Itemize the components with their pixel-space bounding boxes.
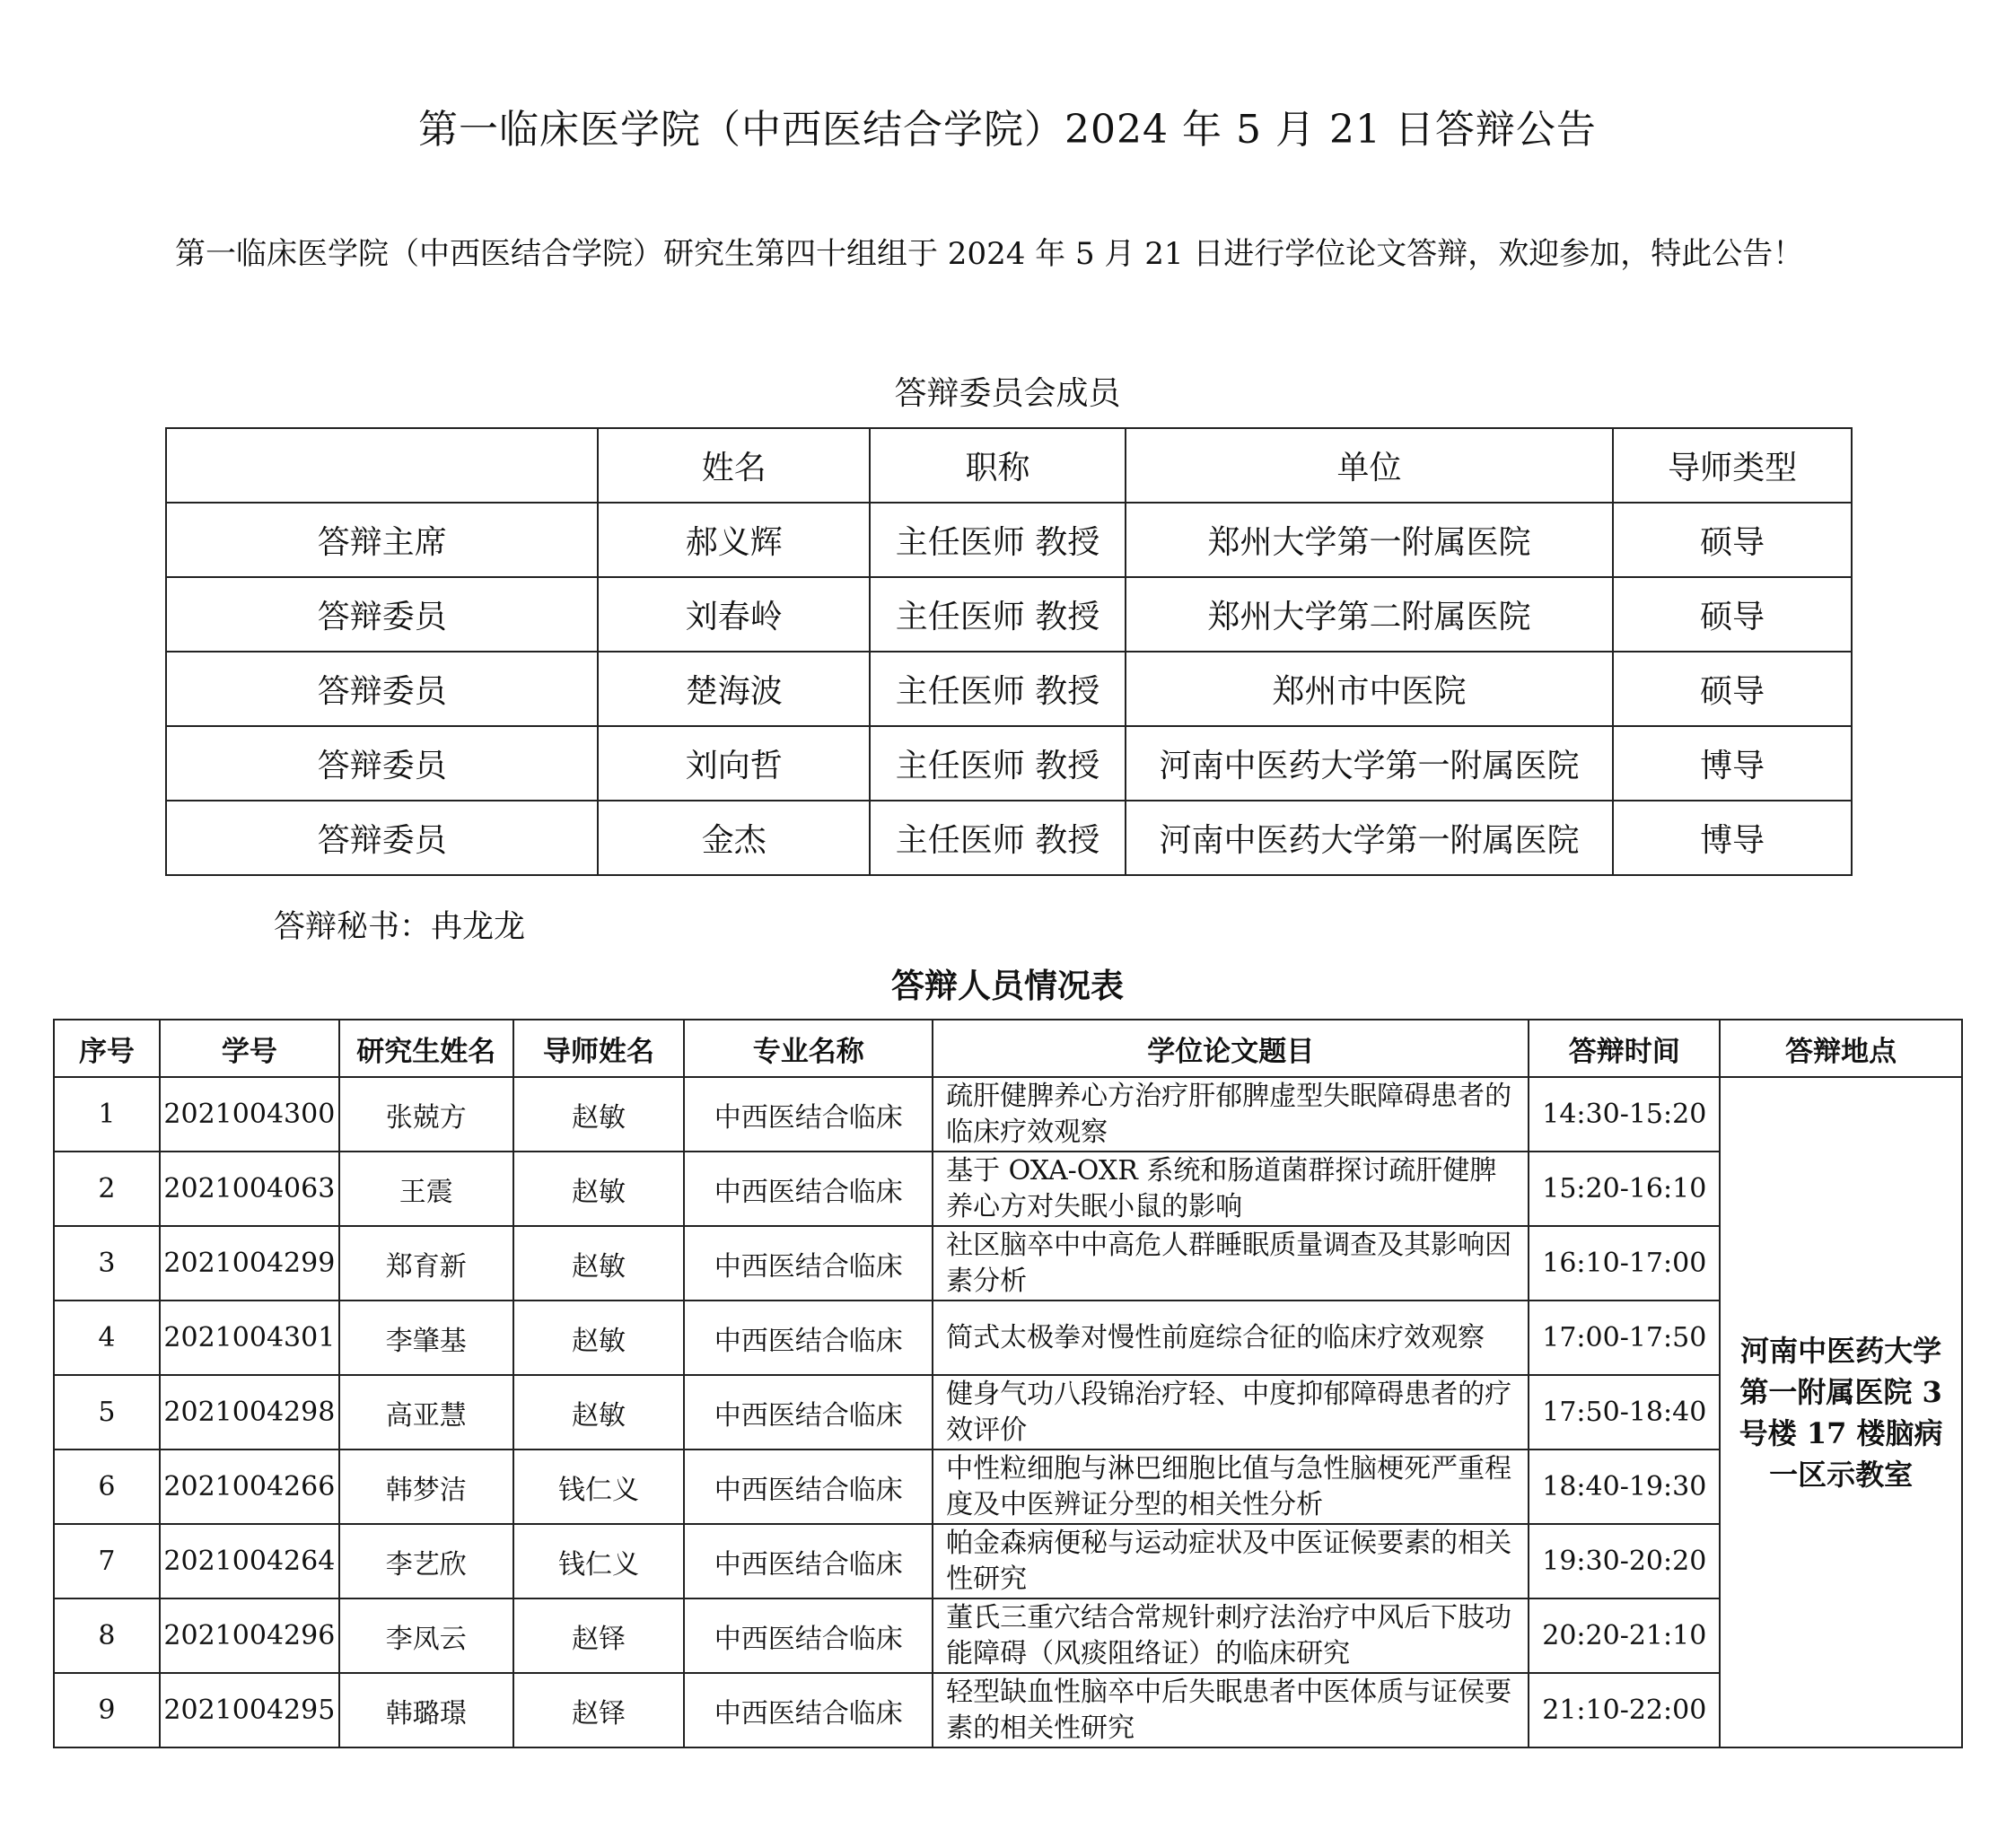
student-index: 8 bbox=[54, 1598, 160, 1673]
student-index: 1 bbox=[54, 1077, 160, 1152]
committee-unit: 郑州大学第二附属医院 bbox=[1126, 577, 1613, 652]
student-row bbox=[54, 1598, 1962, 1673]
committee-header-cell: 职称 bbox=[870, 428, 1126, 503]
advisor-name: 钱仁义 bbox=[513, 1449, 685, 1524]
committee-name: 刘春岭 bbox=[598, 577, 870, 652]
advisor-name: 赵铎 bbox=[513, 1673, 685, 1747]
student-row bbox=[54, 1226, 1962, 1301]
committee-advisor-type: 博导 bbox=[1613, 726, 1852, 801]
intro-paragraph: 第一临床医学院（中西医结合学院）研究生第四十组组于 2024 年 5 月 21 日进行学位论文答辩，欢迎参加，特此公告！ bbox=[175, 236, 1804, 272]
committee-header-cell: 导师类型 bbox=[1613, 428, 1852, 503]
defense-time: 21:10-22:00 bbox=[1529, 1673, 1720, 1747]
student-name: 李肇基 bbox=[339, 1301, 513, 1375]
student-row bbox=[54, 1524, 1962, 1598]
students-header-cell: 答辩时间 bbox=[1529, 1020, 1720, 1077]
committee-role: 答辩委员 bbox=[166, 652, 598, 726]
major-name: 中西医结合临床 bbox=[684, 1598, 933, 1673]
student-name: 王震 bbox=[339, 1152, 513, 1226]
defense-time: 19:30-20:20 bbox=[1529, 1524, 1720, 1598]
advisor-name: 赵敏 bbox=[513, 1375, 685, 1449]
advisor-name: 钱仁义 bbox=[513, 1524, 685, 1598]
student-id: 2021004298 bbox=[160, 1375, 339, 1449]
major-name: 中西医结合临床 bbox=[684, 1375, 933, 1449]
student-name: 郑育新 bbox=[339, 1226, 513, 1301]
student-index: 9 bbox=[54, 1673, 160, 1747]
student-id: 2021004299 bbox=[160, 1226, 339, 1301]
committee-advisor-type: 硕导 bbox=[1613, 652, 1852, 726]
student-id: 2021004301 bbox=[160, 1301, 339, 1375]
thesis-title: 社区脑卒中中高危人群睡眠质量调查及其影响因素分析 bbox=[933, 1226, 1529, 1301]
committee-role: 答辩主席 bbox=[166, 503, 598, 577]
committee-rank: 主任医师 教授 bbox=[870, 652, 1126, 726]
student-row bbox=[54, 1152, 1962, 1226]
thesis-title: 董氏三重穴结合常规针刺疗法治疗中风后下肢功能障碍（风痰阻络证）的临床研究 bbox=[933, 1598, 1529, 1673]
committee-unit: 郑州大学第一附属医院 bbox=[1126, 503, 1613, 577]
student-index: 6 bbox=[54, 1449, 160, 1524]
defense-venue: 河南中医药大学第一附属医院 3 号楼 17 楼脑病一区示教室 bbox=[1720, 1077, 1962, 1747]
advisor-name: 赵敏 bbox=[513, 1226, 685, 1301]
defense-time: 18:40-19:30 bbox=[1529, 1449, 1720, 1524]
students-header-cell: 学号 bbox=[160, 1020, 339, 1077]
student-index: 5 bbox=[54, 1375, 160, 1449]
committee-role: 答辩委员 bbox=[166, 726, 598, 801]
committee-advisor-type: 博导 bbox=[1613, 801, 1852, 875]
committee-rank: 主任医师 教授 bbox=[870, 801, 1126, 875]
secretary-line: 答辩秘书：冉龙龙 bbox=[274, 909, 526, 945]
students-header-row bbox=[54, 1020, 1962, 1077]
student-id: 2021004296 bbox=[160, 1598, 339, 1673]
committee-header-cell bbox=[166, 428, 598, 503]
committee-rank: 主任医师 教授 bbox=[870, 503, 1126, 577]
committee-table bbox=[165, 427, 1853, 876]
student-index: 3 bbox=[54, 1226, 160, 1301]
announcement-title: 第一临床医学院（中西医结合学院）2024 年 5 月 21 日答辩公告 bbox=[418, 107, 1597, 153]
committee-header-cell: 姓名 bbox=[598, 428, 870, 503]
students-table-title: 答辩人员情况表 bbox=[891, 966, 1124, 1005]
major-name: 中西医结合临床 bbox=[684, 1226, 933, 1301]
student-row bbox=[54, 1301, 1962, 1375]
committee-name: 楚海波 bbox=[598, 652, 870, 726]
committee-advisor-type: 硕导 bbox=[1613, 577, 1852, 652]
student-index: 4 bbox=[54, 1301, 160, 1375]
thesis-title: 帕金森病便秘与运动症状及中医证候要素的相关性研究 bbox=[933, 1524, 1529, 1598]
students-header-cell: 学位论文题目 bbox=[933, 1020, 1529, 1077]
committee-name: 郝义辉 bbox=[598, 503, 870, 577]
committee-row bbox=[166, 801, 1852, 875]
committee-unit: 河南中医药大学第一附属医院 bbox=[1126, 801, 1613, 875]
major-name: 中西医结合临床 bbox=[684, 1301, 933, 1375]
student-row bbox=[54, 1375, 1962, 1449]
committee-unit: 郑州市中医院 bbox=[1126, 652, 1613, 726]
student-id: 2021004266 bbox=[160, 1449, 339, 1524]
committee-name: 刘向哲 bbox=[598, 726, 870, 801]
thesis-title: 疏肝健脾养心方治疗肝郁脾虚型失眠障碍患者的临床疗效观察 bbox=[933, 1077, 1529, 1152]
student-row bbox=[54, 1449, 1962, 1524]
student-row bbox=[54, 1673, 1962, 1747]
committee-role: 答辩委员 bbox=[166, 577, 598, 652]
defense-time: 20:20-21:10 bbox=[1529, 1598, 1720, 1673]
committee-row bbox=[166, 726, 1852, 801]
student-id: 2021004300 bbox=[160, 1077, 339, 1152]
student-name: 李凤云 bbox=[339, 1598, 513, 1673]
thesis-title: 健身气功八段锦治疗轻、中度抑郁障碍患者的疗效评价 bbox=[933, 1375, 1529, 1449]
students-header-cell: 导师姓名 bbox=[513, 1020, 685, 1077]
committee-role: 答辩委员 bbox=[166, 801, 598, 875]
committee-row bbox=[166, 503, 1852, 577]
student-id: 2021004264 bbox=[160, 1524, 339, 1598]
students-header-cell: 序号 bbox=[54, 1020, 160, 1077]
thesis-title: 中性粒细胞与淋巴细胞比值与急性脑梗死严重程度及中医辨证分型的相关性分析 bbox=[933, 1449, 1529, 1524]
student-name: 韩梦洁 bbox=[339, 1449, 513, 1524]
major-name: 中西医结合临床 bbox=[684, 1524, 933, 1598]
advisor-name: 赵铎 bbox=[513, 1598, 685, 1673]
advisor-name: 赵敏 bbox=[513, 1077, 685, 1152]
committee-header-row bbox=[166, 428, 1852, 503]
defense-time: 16:10-17:00 bbox=[1529, 1226, 1720, 1301]
committee-title: 答辩委员会成员 bbox=[894, 375, 1121, 412]
advisor-name: 赵敏 bbox=[513, 1301, 685, 1375]
thesis-title: 简式太极拳对慢性前庭综合征的临床疗效观察 bbox=[933, 1301, 1529, 1375]
student-name: 韩璐璟 bbox=[339, 1673, 513, 1747]
students-table bbox=[53, 1019, 1963, 1748]
major-name: 中西医结合临床 bbox=[684, 1673, 933, 1747]
student-name: 张兢方 bbox=[339, 1077, 513, 1152]
student-id: 2021004063 bbox=[160, 1152, 339, 1226]
defense-time: 17:50-18:40 bbox=[1529, 1375, 1720, 1449]
committee-name: 金杰 bbox=[598, 801, 870, 875]
thesis-title: 轻型缺血性脑卒中后失眠患者中医体质与证侯要素的相关性研究 bbox=[933, 1673, 1529, 1747]
defense-time: 15:20-16:10 bbox=[1529, 1152, 1720, 1226]
student-name: 高亚慧 bbox=[339, 1375, 513, 1449]
student-index: 2 bbox=[54, 1152, 160, 1226]
students-header-cell: 研究生姓名 bbox=[339, 1020, 513, 1077]
committee-header-cell: 单位 bbox=[1126, 428, 1613, 503]
committee-row bbox=[166, 652, 1852, 726]
thesis-title: 基于 OXA-OXR 系统和肠道菌群探讨疏肝健脾养心方对失眠小鼠的影响 bbox=[933, 1152, 1529, 1226]
major-name: 中西医结合临床 bbox=[684, 1077, 933, 1152]
student-name: 李艺欣 bbox=[339, 1524, 513, 1598]
major-name: 中西医结合临床 bbox=[684, 1152, 933, 1226]
committee-unit: 河南中医药大学第一附属医院 bbox=[1126, 726, 1613, 801]
committee-advisor-type: 硕导 bbox=[1613, 503, 1852, 577]
defense-time: 14:30-15:20 bbox=[1529, 1077, 1720, 1152]
major-name: 中西医结合临床 bbox=[684, 1449, 933, 1524]
committee-rank: 主任医师 教授 bbox=[870, 577, 1126, 652]
student-id: 2021004295 bbox=[160, 1673, 339, 1747]
students-header-cell: 答辩地点 bbox=[1720, 1020, 1962, 1077]
students-header-cell: 专业名称 bbox=[684, 1020, 933, 1077]
advisor-name: 赵敏 bbox=[513, 1152, 685, 1226]
student-row bbox=[54, 1077, 1962, 1152]
defense-time: 17:00-17:50 bbox=[1529, 1301, 1720, 1375]
committee-rank: 主任医师 教授 bbox=[870, 726, 1126, 801]
student-index: 7 bbox=[54, 1524, 160, 1598]
committee-row bbox=[166, 577, 1852, 652]
